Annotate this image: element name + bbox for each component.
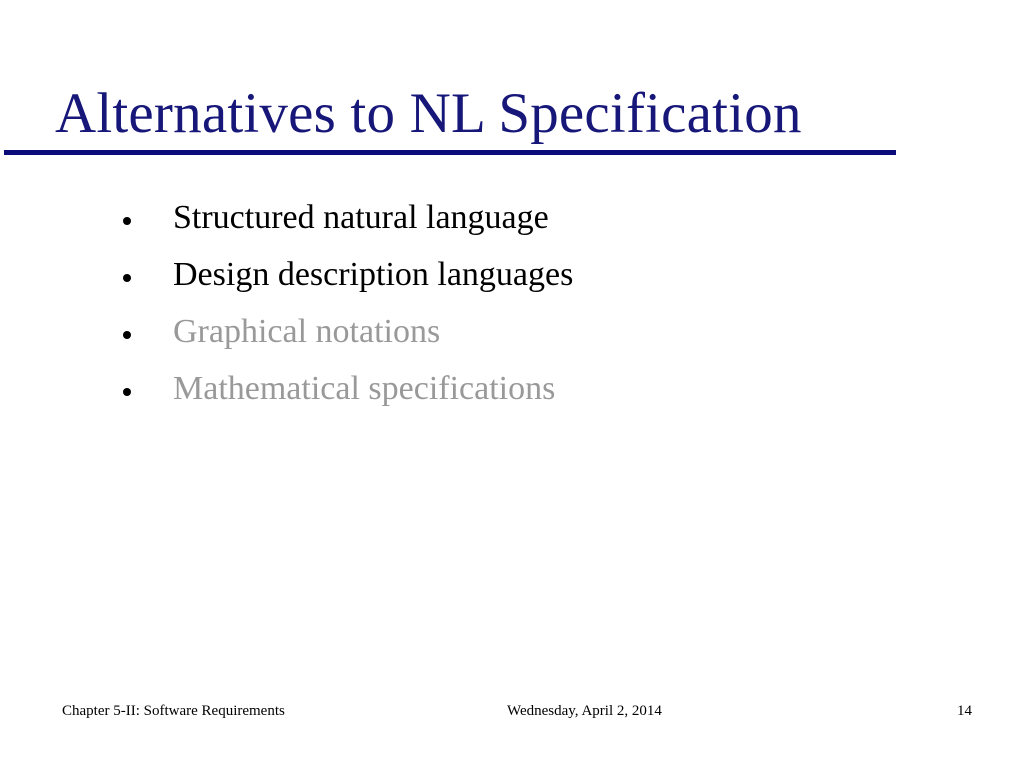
bullet-dot-icon xyxy=(123,217,131,225)
bullet-text: Mathematical specifications xyxy=(173,370,556,407)
bullet-item xyxy=(0,190,1024,248)
footer-chapter: Chapter 5-II: Software Requirements xyxy=(62,703,285,719)
bullet-item xyxy=(0,247,1024,305)
bullet-item xyxy=(0,361,1024,419)
bullet-text: Graphical notations xyxy=(173,313,441,350)
slide-title: Alternatives to NL Specification xyxy=(55,82,802,145)
bullet-text: Structured natural language xyxy=(173,199,549,236)
bullet-item xyxy=(0,304,1024,362)
bullet-dot-icon xyxy=(123,274,131,282)
footer-page-number: 14 xyxy=(957,703,972,719)
footer-date: Wednesday, April 2, 2014 xyxy=(507,703,662,719)
bullet-text: Design description languages xyxy=(173,256,574,293)
bullet-dot-icon xyxy=(123,388,131,396)
title-underline xyxy=(4,150,896,155)
bullet-dot-icon xyxy=(123,331,131,339)
